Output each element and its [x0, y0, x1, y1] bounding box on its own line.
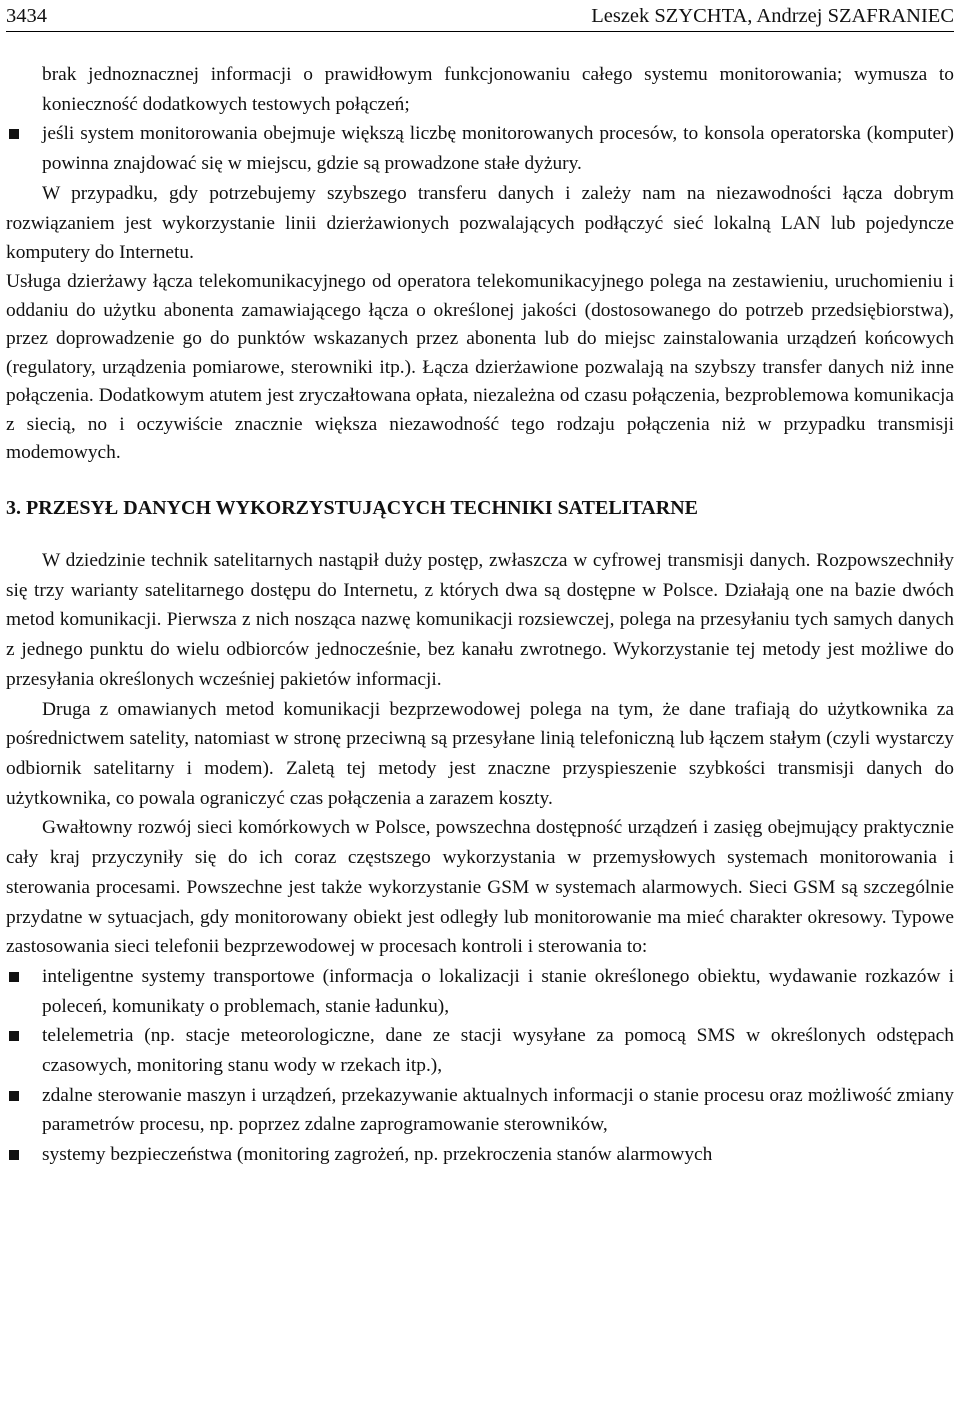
paragraph-gsm: Gwałtowny rozwój sieci komórkowych w Polsce, powszechna dostępność urządzeń i zasięg obejmujący praktycznie cały kraj przyczyniły się do ich coraz częstszego wykorzystania w przemysłowych systemach monitorowania i sterowania procesami. Powszechne jest także wykorzystanie GSM w systemach alarmowych. Sieci GSM są szczególnie przydatne w sytuacjach, gdy monitorowany obiekt jest odległy lub monitorowanie ma mieć charakter okresowy. Typowe zastosowania sieci telefonii bezprzewodowej w procesach kontroli i sterowania to:: [6, 817, 954, 958]
body-text: [6, 60, 954, 1170]
section-heading: 3. PRZESYŁ DANYCH WYKORZYSTUJĄCYCH TECHNIKI SATELITARNE: [6, 497, 698, 520]
bullet-item: systemy bezpieczeństwa (monitoring zagrożeń, np. przekroczenia stanów alarmowych: [6, 1140, 954, 1170]
running-header: [6, 0, 954, 32]
bullet-item: zdalne sterowanie maszyn i urządzeń, przekazywanie aktualnych informacji o stanie procesu oraz możliwość zmiany parametrów procesu, np. poprzez zdalne zaprogramowanie sterowników,: [6, 1081, 954, 1140]
page-number: 3434: [6, 5, 47, 27]
bullet-item: inteligentne systemy transportowe (informacja o lokalizacji i stanie określonego obiektu, wydawanie rozkazów i poleceń, komunikaty o problemach, stanie ładunku),: [6, 962, 954, 1021]
bullet-item: telelemetria (np. stacje meteorologiczne, dane ze stacji wysyłane za pomocą SMS w określonych odstępach czasowych, monitoring stanu wody w rzekach itp.),: [6, 1021, 954, 1080]
paragraph-lease-service: Usługa dzierżawy łącza telekomunikacyjnego od operatora telekomunikacyjnego polega na zestawieniu, uruchomieniu i oddaniu do użytku abonenta zamawiającego łącza o określonej jakości (dostosowanego do potrzeb przedsiębiorstwa), przez doprowadzenie go do punktów wskazanych przez abonenta lub do miejsc zainstalowania urządzeń końcowych (regulatory, urządzenia pomiarowe, sterowniki itp.). Łącza dzierżawione pozwalają na szybszy transfer danych niż inne połączenia. Dodatkowym atutem jest zryczałtowana opłata, niezależna od czasu połączenia, bezproblemowa komunikacja z siecią, no i oczywiście znacznie większa niezawodność tego rodzaju połączenia niż w przypadku transmisji modemowych.: [6, 270, 954, 464]
paragraph-satellite-2: Druga z omawianych metod komunikacji bezprzewodowej polega na tym, że dane trafiają do użytkownika za pośrednictwem satelity, natomiast w stronę przeciwną są przesyłane linią telefoniczną lub łączem stałym (czyli wystarczy odbiornik satelitarny i modem). Zaletą tej metody jest znaczne przyspieszenie szybkości transmisji danych do użytkownika, co powala ograniczyć czas połączenia a zarazem koszty.: [6, 698, 954, 809]
continued-bullet-text: brak jednoznacznej informacji o prawidłowym funkcjonowaniu całego systemu monitorowania; wymusza to konieczność dodatkowych testowych połączeń;: [42, 64, 954, 115]
paragraph-leased-lines: W przypadku, gdy potrzebujemy szybszego transferu danych i zależy nam na niezawodności łącza dobrym rozwiązaniem jest wykorzystanie linii dzierżawionych pozwalających podłączyć sieć lokalną LAN lub pojedyncze komputery do Internetu.: [6, 182, 954, 264]
header-authors: Leszek SZYCHTA, Andrzej SZAFRANIEC: [591, 5, 954, 27]
bullet-item: jeśli system monitorowania obejmuje większą liczbę monitorowanych procesów, to konsola operatorska (komputer) powinna znajdować się w miejscu, gdzie są prowadzone stałe dyżury.: [6, 119, 954, 178]
paragraph-satellite-1: W dziedzinie technik satelitarnych nastąpił duży postęp, zwłaszcza w cyfrowej transmisji danych. Rozpowszechniły się trzy warianty satelitarnego dostępu do Internetu, z których dwa są dostępne w Polsce. Działają one na bazie dwóch metod komunikacji. Pierwsza z nich nosząca nazwę komunikacji rozsiewczej, polega na przesyłaniu tych samych danych z jednego punktu do wielu odbiorców jednocześnie, bez kanału zwrotnego. Wykorzystanie tej metody jest możliwe do przesyłania określonych wcześniej pakietów informacji.: [6, 550, 954, 690]
